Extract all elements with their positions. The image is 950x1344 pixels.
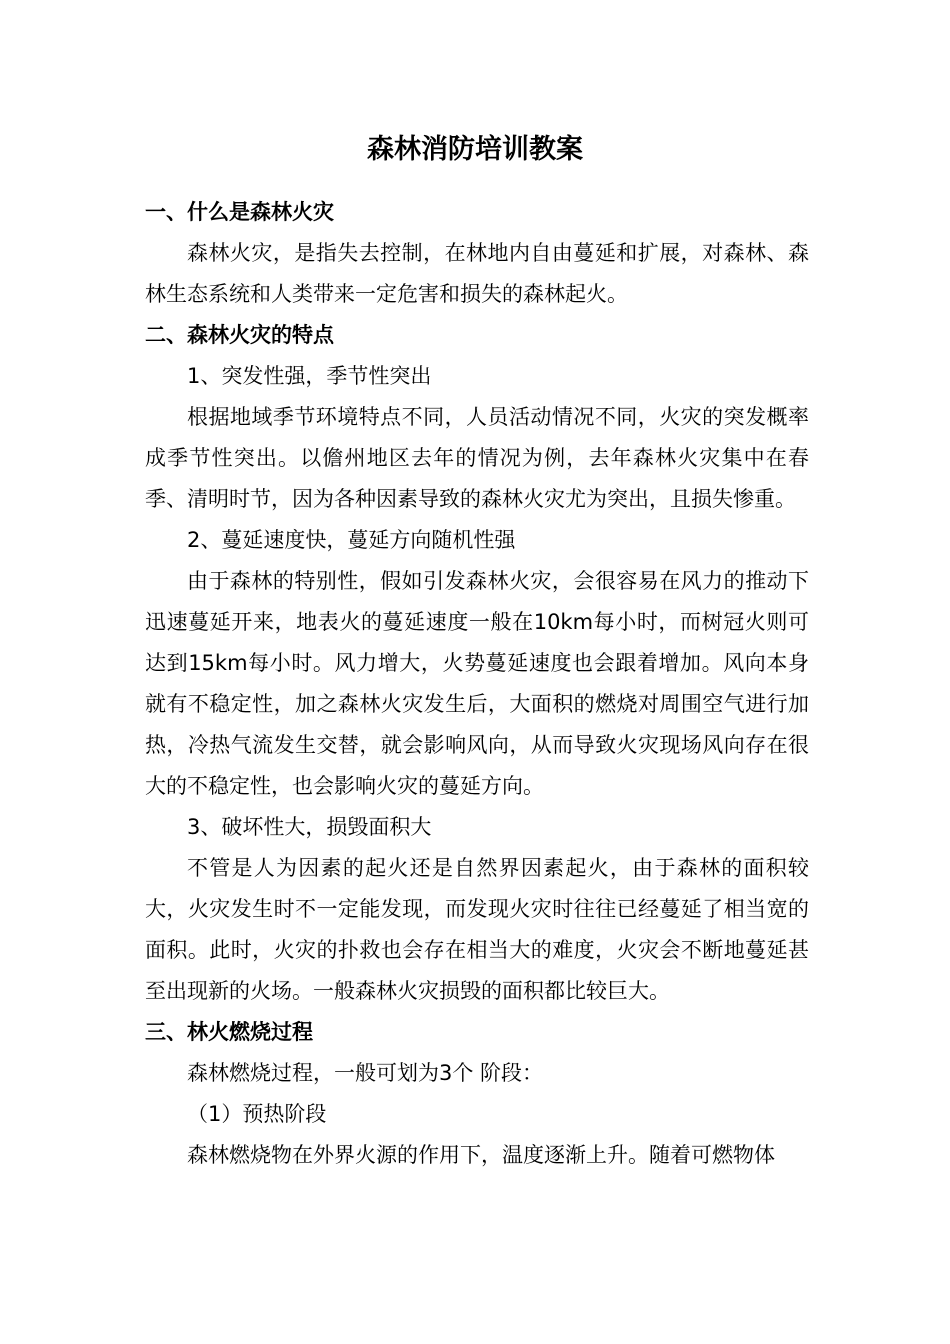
section-heading-1: 一、什么是森林火灾 xyxy=(145,200,334,224)
paragraph-spread: 由于森林的特别性，假如引发森林火灾，会很容易在风力的推动下迅速蔓延开来，地表火的蔓延速度一般在10km每小时，而树冠火则可达到15km每小时。风力增大，火势蔓延速度也会跟着增加。风向本身就有不稳定性，加之森林火灾发生后，大面积的燃烧对周围空气进行加热，冷热气流发生交替，就会影响风向，从而导致火灾现场风向存在很大的不稳定性，也会影响火灾的蔓延方向。 xyxy=(145,569,809,798)
paragraph-destructive: 不管是人为因素的起火还是自然界因素起火，由于森林的面积较大，火灾发生时不一定能发现，而发现火灾时往往已经蔓延了相当宽的面积。此时，火灾的扑救也会存在相当大的难度，火灾会不断地蔓延甚至出现新的火场。一般森林火灾损毁的面积都比较巨大。 xyxy=(145,856,809,1003)
subheading-preheat: （1）预热阶段 xyxy=(187,1102,327,1126)
paragraph-sudden: 根据地域季节环境特点不同，人员活动情况不同，火灾的突发概率成季节性突出。以儋州地区去年的情况为例，去年森林火灾集中在春季、清明时节，因为各种因素导致的森林火灾尤为突出，且损失惨重。 xyxy=(145,405,809,511)
section-heading-3: 三、林火燃烧过程 xyxy=(145,1020,313,1044)
paragraph-preheat: 森林燃烧物在外界火源的作用下，温度逐渐上升。随着可燃物体 xyxy=(187,1143,775,1167)
document-title: 森林消防培训教案 xyxy=(367,134,583,165)
section-heading-2: 二、森林火灾的特点 xyxy=(145,323,334,347)
document-body xyxy=(145,192,809,1176)
paragraph-stages-intro: 森林燃烧过程，一般可划为3个 阶段： xyxy=(187,1061,544,1085)
subheading-spread: 2、蔓延速度快，蔓延方向随机性强 xyxy=(187,528,516,552)
subheading-destructive: 3、破坏性大，损毁面积大 xyxy=(187,815,432,839)
paragraph-definition: 森林火灾，是指失去控制，在林地内自由蔓延和扩展，对森林、森林生态系统和人类带来一定危害和损失的森林起火。 xyxy=(145,241,809,306)
subheading-sudden: 1、突发性强，季节性突出 xyxy=(187,364,432,388)
